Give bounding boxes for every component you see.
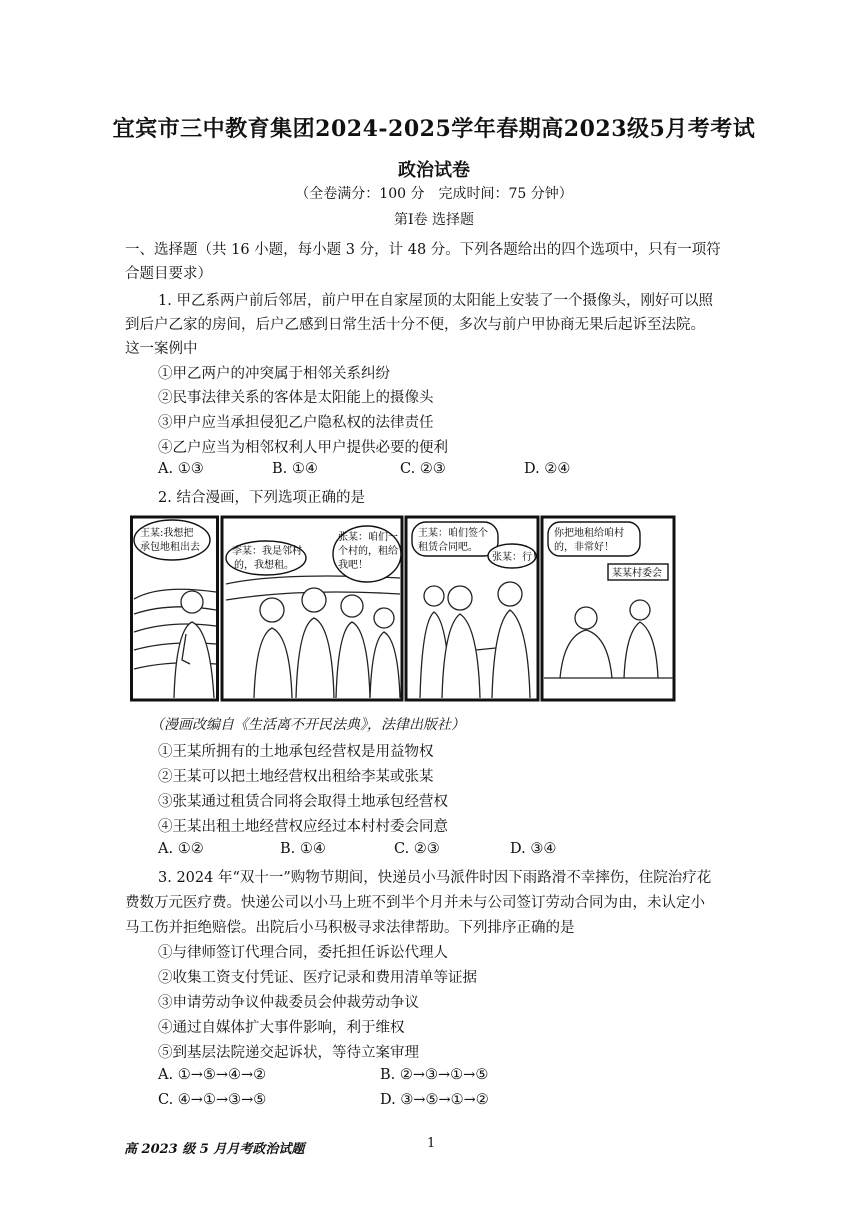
section-instructions: 一、选择题（共 16 小题，每小题 3 分，计 48 分。下列各题给出的四个选项中，只有一项符 bbox=[125, 242, 721, 258]
q3-option-c[interactable]: C. ④→①→③→⑤ bbox=[158, 1092, 267, 1108]
q2-option-b[interactable]: B. ①④ bbox=[280, 841, 326, 857]
panel-2-speech-line: 个村的，租给 bbox=[338, 546, 398, 557]
q3-item: ③申请劳动争议仲裁委员会仲裁劳动争议 bbox=[158, 995, 419, 1011]
q1-item: ②民事法律关系的客体是太阳能上的摄像头 bbox=[158, 390, 434, 406]
q1-item: ③甲户应当承担侵犯乙户隐私权的法律责任 bbox=[158, 415, 434, 431]
q3-options-row2 bbox=[158, 1092, 489, 1108]
q3-option-b[interactable]: B. ②→③→①→⑤ bbox=[380, 1067, 489, 1083]
exam-subject: 政治试卷 bbox=[398, 160, 470, 181]
panel-3-scene bbox=[420, 582, 530, 698]
panel-1-scene bbox=[134, 589, 216, 698]
panel-1-speech-line: 王某:我想把 bbox=[140, 528, 194, 539]
q2-option-d[interactable]: D. ③④ bbox=[510, 841, 557, 857]
page-number: 1 bbox=[427, 1136, 436, 1151]
panel-2-speech-bubble-b bbox=[333, 526, 401, 582]
panel-4-speech-line: 的，非常好！ bbox=[554, 542, 614, 553]
village-committee-sign: 某某村委会 bbox=[612, 568, 662, 579]
q3-stem-cont: 费数万元医疗费。快递公司以小马上班不到半个月并未与公司签订劳动合同为由，未认定小 bbox=[125, 895, 705, 911]
footer-exam-name: 高 2023 级 5 月月考政治试题 bbox=[124, 1142, 305, 1157]
q1-stem-cont2: 这一案例中 bbox=[125, 341, 198, 357]
comic-strip bbox=[130, 514, 676, 702]
q3-item: ④通过自媒体扩大事件影响，利于维权 bbox=[158, 1020, 405, 1036]
panel-3-speech-line: 张某：行！ bbox=[492, 552, 542, 563]
exam-meta: （全卷满分：100 分 完成时间：75 分钟） bbox=[295, 186, 573, 202]
comic-caption: （漫画改编自《生活离不开民法典》，法律出版社） bbox=[150, 717, 465, 733]
panel-4-speech-line: 你把地租给咱村 bbox=[554, 528, 624, 539]
exam-title: 宜宾市三中教育集团2024-2025学年春期高2023级5月考考试 bbox=[112, 116, 756, 142]
q3-option-a[interactable]: A. ①→⑤→④→② bbox=[158, 1067, 267, 1083]
panel-4-speech-bubble bbox=[548, 522, 640, 556]
panel-2-speech-line: 我吧！ bbox=[338, 560, 368, 571]
panel-3-speech-bubble-b bbox=[488, 544, 542, 568]
q1-item: ①甲乙两户的冲突属于相邻关系纠纷 bbox=[158, 366, 390, 382]
panel-3-speech-line: 王某：咱们签个 bbox=[418, 528, 488, 539]
panel-4-scene bbox=[544, 600, 674, 678]
q2-item: ④王某出租土地经营权应经过本村村委会同意 bbox=[158, 819, 448, 835]
q2-item: ②王某可以把土地经营权出租给李某或张某 bbox=[158, 769, 434, 785]
panel-1-speech-line: 承包地租出去 bbox=[140, 542, 200, 553]
q2-option-a[interactable]: A. ①② bbox=[158, 841, 204, 857]
q3-item: ①与律师签订代理合同，委托担任诉讼代理人 bbox=[158, 945, 448, 961]
q1-option-a[interactable]: A. ①③ bbox=[158, 461, 204, 477]
q2-stem: 2. 结合漫画，下列选项正确的是 bbox=[158, 490, 365, 506]
q1-option-d[interactable]: D. ②④ bbox=[524, 461, 571, 477]
q2-option-c[interactable]: C. ②③ bbox=[394, 841, 440, 857]
panel-3-speech-bubble-a bbox=[412, 522, 498, 556]
section-instructions-cont: 合题目要求） bbox=[125, 266, 212, 282]
q1-option-c[interactable]: C. ②③ bbox=[400, 461, 446, 477]
q2-item: ③张某通过租赁合同将会取得土地承包经营权 bbox=[158, 794, 448, 810]
q1-stem-cont: 到后户乙家的房间，后户乙感到日常生活十分不便，多次与前户甲协商无果后起诉至法院。 bbox=[125, 317, 705, 333]
panel-1-speech-bubble bbox=[134, 520, 210, 560]
q3-item: ②收集工资支付凭证、医疗记录和费用清单等证据 bbox=[158, 970, 477, 986]
q3-stem: 3. 2024 年“双十一”购物节期间，快递员小马派件时因下雨路滑不幸摔伤，住院治疗花 bbox=[158, 870, 712, 886]
panel-3-speech-line: 租赁合同吧。 bbox=[418, 542, 478, 553]
q2-item: ①王某所拥有的土地承包经营权是用益物权 bbox=[158, 744, 434, 760]
q2-options bbox=[158, 841, 556, 857]
panel-2-scene bbox=[226, 576, 400, 698]
q3-option-d[interactable]: D. ③→⑤→①→② bbox=[380, 1092, 489, 1108]
panel-2-speech-line: 的，我想租。 bbox=[234, 560, 294, 571]
q1-options bbox=[158, 461, 570, 477]
panel-2-speech-bubble-a bbox=[226, 541, 306, 575]
panel-2-speech-line: 张某：咱们一 bbox=[338, 532, 398, 543]
panel-4-sign bbox=[608, 564, 668, 580]
q1-item: ④乙户应当为相邻权利人甲户提供必要的便利 bbox=[158, 440, 448, 456]
volume-heading: 第Ⅰ卷 选择题 bbox=[394, 212, 474, 228]
q1-stem: 1. 甲乙系两户前后邻居，前户甲在自家屋顶的太阳能上安装了一个摄像头，刚好可以照 bbox=[158, 293, 713, 309]
q3-options-row1 bbox=[158, 1067, 488, 1083]
q3-stem-cont2: 马工伤并拒绝赔偿。出院后小马积极寻求法律帮助。下列排序正确的是 bbox=[125, 920, 575, 936]
panel-2-speech-line: 李某：我是邻村 bbox=[232, 546, 302, 557]
q3-item: ⑤到基层法院递交起诉状，等待立案审理 bbox=[158, 1045, 419, 1061]
q1-option-b[interactable]: B. ①④ bbox=[272, 461, 318, 477]
